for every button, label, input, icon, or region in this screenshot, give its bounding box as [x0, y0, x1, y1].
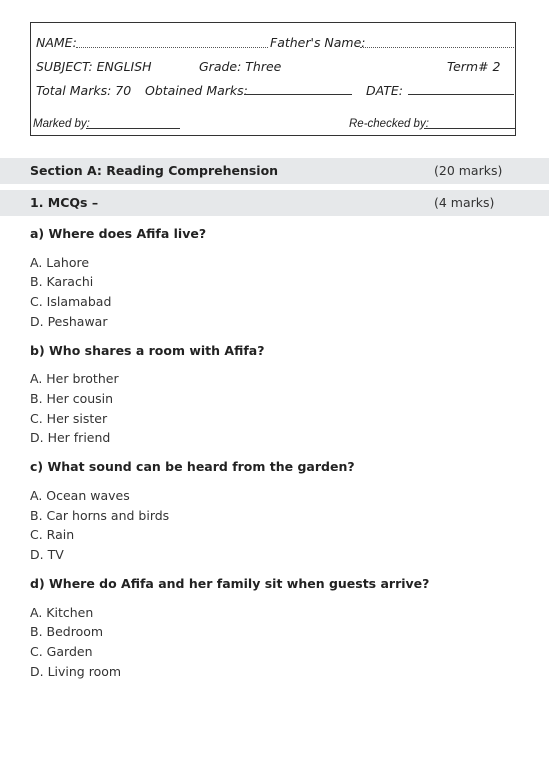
mcq-marks: (4 marks): [434, 195, 495, 210]
rechecked-by-label: Re-checked by:: [349, 118, 429, 130]
option-a-b: B. Karachi: [30, 274, 94, 289]
term-label: Term# 2: [447, 59, 501, 74]
subject-label: SUBJECT: ENGLISH: [36, 59, 152, 74]
question-c: c) What sound can be heard from the garden?: [30, 459, 355, 474]
date-label: DATE:: [366, 83, 404, 98]
total-marks-label: Total Marks: 70: [36, 83, 132, 98]
name-label: NAME:: [36, 35, 77, 50]
option-b-a: A. Her brother: [30, 371, 119, 386]
date-blank: [408, 94, 514, 95]
rechecked-by-blank: [424, 128, 516, 129]
father-name-blank: [360, 47, 514, 48]
marked-by-label: Marked by:: [33, 118, 90, 130]
option-c-a: A. Ocean waves: [30, 488, 130, 503]
marked-by-blank: [86, 128, 180, 129]
option-b-d: D. Her friend: [30, 430, 111, 445]
name-blank: [76, 47, 268, 48]
option-d-a: A. Kitchen: [30, 605, 94, 620]
option-d-d: D. Living room: [30, 664, 122, 679]
question-b: b) Who shares a room with Afifa?: [30, 343, 265, 358]
mcq-title: 1. MCQs –: [30, 195, 99, 210]
option-c-b: B. Car horns and birds: [30, 508, 170, 523]
option-d-c: C. Garden: [30, 644, 93, 659]
section-a-header: [0, 158, 549, 184]
option-a-a: A. Lahore: [30, 255, 90, 270]
option-a-c: C. Islamabad: [30, 294, 112, 309]
option-a-d: D. Peshawar: [30, 314, 108, 329]
option-c-c: C. Rain: [30, 527, 75, 542]
option-d-b: B. Bedroom: [30, 624, 104, 639]
section-title: Section A: Reading Comprehension: [30, 163, 279, 178]
option-c-d: D. TV: [30, 547, 64, 562]
question-a: a) Where does Afifa live?: [30, 226, 207, 241]
obtained-marks-label: Obtained Marks:: [145, 83, 248, 98]
mcq-header: [0, 190, 549, 216]
question-d: d) Where do Afifa and her family sit when guests arrive?: [30, 576, 430, 591]
obtained-marks-blank: [244, 94, 352, 95]
option-b-c: C. Her sister: [30, 411, 108, 426]
option-b-b: B. Her cousin: [30, 391, 114, 406]
section-marks: (20 marks): [434, 163, 503, 178]
father-name-label: Father's Name:: [270, 35, 366, 50]
grade-label: Grade: Three: [199, 59, 282, 74]
